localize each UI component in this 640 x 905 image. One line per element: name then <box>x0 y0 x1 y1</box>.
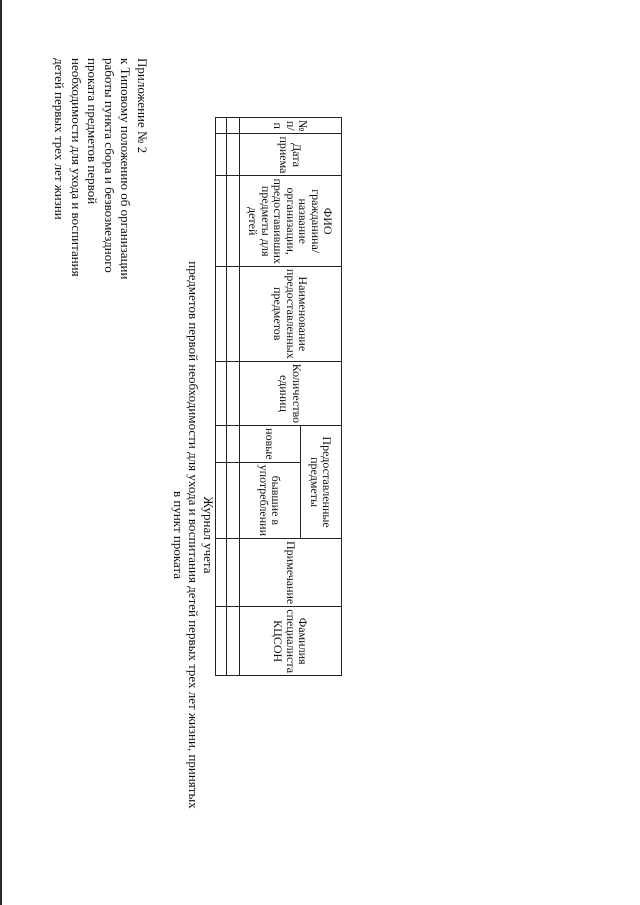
journal-subtitle: предметов первой необходимости для ухода и воспитания детей первых трех лет жизни, принятых <box>186 261 201 809</box>
table-cell <box>216 462 227 538</box>
table-cell <box>216 539 227 607</box>
col-header-fio: ФИО гражданина/название организации, предоставивших предметы для детей <box>240 176 342 266</box>
appendix-line: проката предметов первой <box>85 58 101 205</box>
col-header-number: № п/п <box>240 118 342 134</box>
table-cell <box>216 266 227 361</box>
appendix-line: работы пункта сбора и безвозмездного <box>102 58 117 273</box>
col-header-note: Примечание <box>240 539 342 607</box>
table-cell <box>227 361 240 425</box>
table-cell <box>227 539 240 607</box>
appendix-line: детей первых трех лет жизни <box>52 58 68 220</box>
table-cell <box>227 134 240 176</box>
journal-table <box>215 117 342 676</box>
col-header-new: новые <box>240 426 301 462</box>
col-header-item-name: Наименование предоставленных предметов <box>240 266 342 361</box>
col-header-used: бывшие в употреблении <box>240 462 301 538</box>
journal-title: Журнал учета <box>201 496 216 574</box>
appendix-note <box>51 58 150 318</box>
table-cell <box>227 462 240 538</box>
journal-table-wrap <box>215 117 342 676</box>
table-cell <box>216 134 227 176</box>
table-row <box>227 118 240 676</box>
col-header-specialist: Фамилия специалиста КЦСОН <box>240 607 342 676</box>
table-cell <box>227 266 240 361</box>
table-cell <box>216 361 227 425</box>
table-cell <box>216 426 227 462</box>
table-cell <box>216 176 227 266</box>
col-header-date: Дата приема <box>240 134 342 176</box>
appendix-line: к Типовому положению об организации <box>118 58 134 280</box>
table-row <box>216 118 227 676</box>
table-cell <box>227 176 240 266</box>
scan-edge <box>0 0 2 905</box>
table-cell <box>216 607 227 676</box>
table-cell <box>216 118 227 134</box>
table-cell <box>227 607 240 676</box>
journal-heading <box>171 170 216 900</box>
col-header-provided: Предоставленные предметы <box>301 426 342 539</box>
col-header-quantity: Количество единиц <box>240 361 342 425</box>
table-cell <box>227 118 240 134</box>
table-cell <box>227 426 240 462</box>
appendix-line: Приложение № 2 <box>135 58 150 154</box>
journal-subtitle: в пункт проката <box>171 491 186 579</box>
appendix-line: необходимости для ухода и воспитания <box>69 58 84 277</box>
